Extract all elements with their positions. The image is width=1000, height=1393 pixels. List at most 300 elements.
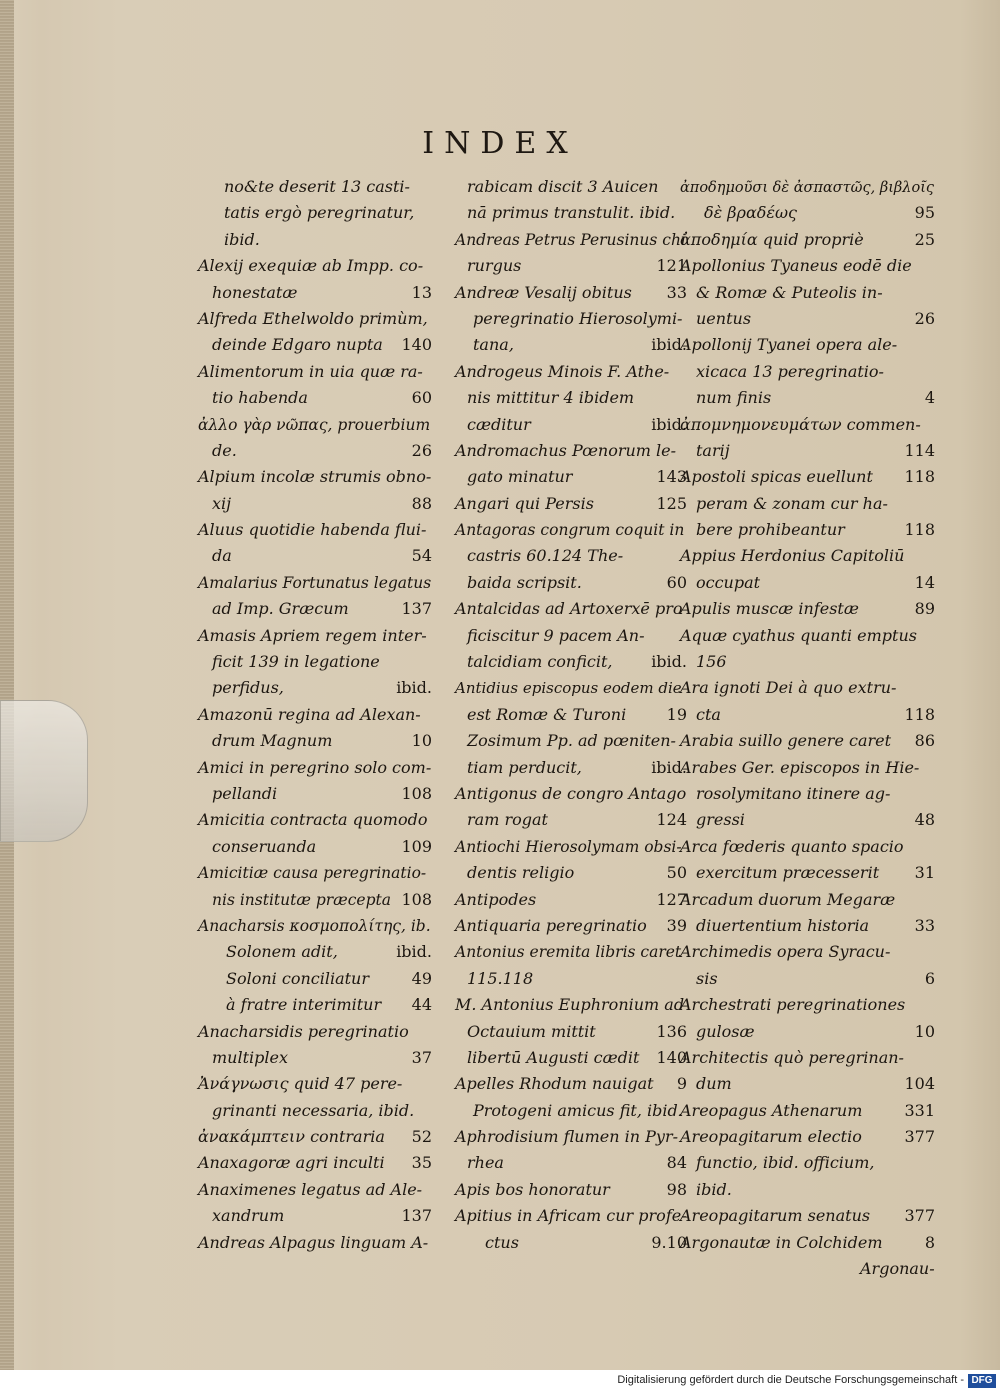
index-line xyxy=(198,543,432,569)
index-entry-text: nis institutæ præcepta xyxy=(212,890,391,909)
index-entry-text: ficiscitur 9 pacem An- xyxy=(467,625,645,645)
index-page-number: 109 xyxy=(401,836,432,856)
index-entry-text: rosolymitano itinere ag- xyxy=(696,783,891,803)
index-line xyxy=(198,174,432,200)
index-line xyxy=(198,227,432,253)
index-entry-text: xicaca 13 peregrinatio- xyxy=(696,361,884,381)
index-page-number: ibid. xyxy=(651,652,687,672)
index-line xyxy=(680,807,935,833)
index-entry-text: Amicitia contracta quomodo xyxy=(198,810,428,830)
page-title: INDEX xyxy=(422,126,578,161)
index-entry-text: Apulis muscæ infestæ xyxy=(680,599,859,619)
index-page-number: 13 xyxy=(411,282,432,302)
index-entry-text: no&te deserit 13 casti- xyxy=(224,177,410,196)
index-entry-text: Argonau- xyxy=(860,1259,935,1279)
index-page-number: 98 xyxy=(666,1179,687,1199)
index-entry-text: xij xyxy=(212,493,232,513)
index-line xyxy=(680,781,935,807)
index-line xyxy=(455,807,687,833)
index-line xyxy=(198,728,432,754)
index-line xyxy=(680,1045,935,1071)
index-line xyxy=(198,491,432,517)
index-page-number: 52 xyxy=(411,1127,432,1147)
index-page-number: 140 xyxy=(656,1047,687,1067)
index-entry-text: bere prohibeantur xyxy=(696,520,845,540)
index-line xyxy=(455,1150,687,1176)
index-page-number: 33 xyxy=(914,915,935,935)
index-line xyxy=(455,1230,687,1256)
index-page-number: 125 xyxy=(656,493,687,513)
index-entry-text: deinde Edgaro nupta xyxy=(212,335,383,355)
index-line xyxy=(198,781,432,807)
index-line xyxy=(455,491,687,517)
index-entry-text: Solonem adit, xyxy=(226,942,338,962)
index-entry-text: ibid. xyxy=(224,229,260,249)
index-line xyxy=(455,280,687,306)
index-line xyxy=(680,306,935,332)
index-entry-text: Alfreda Ethelwoldo primùm, xyxy=(198,308,428,328)
index-line xyxy=(680,385,935,411)
index-entry-text: M. Antonius Euphronium ad xyxy=(455,995,685,1015)
index-entry-text: Apis bos honoratur xyxy=(455,1179,610,1199)
index-page-number: 88 xyxy=(411,493,432,513)
index-line xyxy=(198,807,432,833)
index-entry-text: 115.118 xyxy=(467,968,534,988)
index-entry-text: Antalcidas ad Artoxerxē pro xyxy=(455,599,683,619)
index-entry-text: Amasis Apriem regem inter- xyxy=(198,625,427,645)
page-edge xyxy=(0,0,14,1370)
index-entry-text: ficit 139 in legatione xyxy=(212,652,380,672)
index-column-2 xyxy=(455,174,687,1256)
index-entry-text: Arabia suillo genere caret xyxy=(680,731,892,751)
index-line xyxy=(680,1230,935,1256)
index-entry-text: tana, xyxy=(473,335,514,355)
index-page-number: 54 xyxy=(411,546,432,566)
index-line xyxy=(455,200,687,226)
index-line xyxy=(198,966,432,992)
index-page-number: 136 xyxy=(656,1021,687,1041)
index-line xyxy=(198,1045,432,1071)
index-line xyxy=(455,1098,687,1124)
index-line xyxy=(680,992,935,1018)
index-line xyxy=(198,649,432,675)
index-entry-text: ἀποδημοῦσι δὲ ἀσπαστῶς, βιβλοῖς xyxy=(680,180,935,196)
index-line xyxy=(198,675,432,701)
index-entry-text: 156 xyxy=(696,652,727,672)
index-column-3 xyxy=(680,174,935,1282)
index-line xyxy=(680,517,935,543)
index-entry-text: Aphrodisium flumen in Pyr- xyxy=(455,1127,679,1147)
index-entry-text: Andreæ Vesalij obitus xyxy=(455,282,632,302)
index-page-number: 10 xyxy=(411,731,432,751)
index-entry-text: Appius Herdonius Capitoliū xyxy=(680,546,905,566)
index-line xyxy=(455,939,687,965)
index-line xyxy=(680,253,935,279)
index-line xyxy=(455,1177,687,1203)
index-entry-text: ἀλλο γὰρ νῶπας, prouerbium xyxy=(198,415,431,434)
dfg-logo[interactable]: DFG xyxy=(968,1374,996,1388)
index-entry-text: Amalarius Fortunatus legatus xyxy=(198,573,432,592)
index-entry-text: Andromachus Pœnorum le- xyxy=(455,440,677,460)
index-line xyxy=(198,623,432,649)
index-line xyxy=(680,1177,935,1203)
index-page-number: 33 xyxy=(666,282,687,302)
index-entry-text: & Romæ & Puteolis in- xyxy=(696,282,883,302)
index-line xyxy=(455,755,687,781)
index-entry-text: Antipodes xyxy=(455,889,537,909)
index-entry-text: Ἀνάγνωσις quid 47 pere- xyxy=(198,1074,403,1094)
index-entry-text: functio, ibid. officium, xyxy=(696,1153,875,1173)
index-line xyxy=(455,1124,687,1150)
index-page-number: ibid. xyxy=(651,757,687,777)
index-entry-text: Anacharsidis peregrinatio xyxy=(198,1021,409,1041)
index-entry-text: Octauium mittit xyxy=(467,1021,596,1041)
index-line xyxy=(680,939,935,965)
index-page-number: 143 xyxy=(656,467,687,487)
index-entry-text: Apollonij Tyanei opera ale- xyxy=(680,335,898,355)
index-line xyxy=(680,1071,935,1097)
index-line xyxy=(198,1203,432,1229)
index-page-number: 89 xyxy=(914,599,935,619)
index-page-number: 118 xyxy=(904,467,935,487)
index-line xyxy=(198,464,432,490)
index-line xyxy=(198,306,432,332)
index-entry-text: Antiochi Hierosolymam obsi- xyxy=(455,837,682,856)
index-entry-text: Argonautæ in Colchidem xyxy=(680,1232,883,1252)
index-page-number: 10 xyxy=(914,1021,935,1041)
index-entry-text: Androgeus Minois F. Athe- xyxy=(455,361,670,381)
index-line xyxy=(455,1203,687,1229)
index-line xyxy=(680,412,935,438)
index-line xyxy=(680,966,935,992)
index-entry-text: gressi xyxy=(696,810,745,830)
index-line xyxy=(680,728,935,754)
index-page-number: 60 xyxy=(411,388,432,408)
index-entry-text: nā primus transtulit. ibid. xyxy=(467,203,676,223)
index-entry-text: conseruanda xyxy=(212,836,317,856)
index-entry-text: Ara ignoti Dei à quo extru- xyxy=(680,678,897,698)
index-line xyxy=(680,1150,935,1176)
index-line xyxy=(455,543,687,569)
index-page-number: 118 xyxy=(904,520,935,540)
index-entry-text: Amazonū regina ad Alexan- xyxy=(198,704,421,724)
index-line xyxy=(198,1019,432,1045)
index-entry-text: de. xyxy=(212,440,237,460)
index-line xyxy=(198,1071,432,1097)
index-line xyxy=(198,385,432,411)
index-line xyxy=(198,570,432,596)
index-line xyxy=(680,1098,935,1124)
index-line xyxy=(198,860,432,886)
index-line xyxy=(455,1071,687,1097)
index-entry-text: ctus xyxy=(485,1232,519,1252)
index-page-number: 137 xyxy=(401,1206,432,1226)
index-entry-text: cta xyxy=(696,704,721,724)
index-entry-text: Zosimum Pp. ad pœniten- xyxy=(467,731,676,751)
index-entry-text: Antigonus de congro Antago xyxy=(455,783,687,803)
index-page-number: ibid. xyxy=(651,335,687,355)
index-entry-text: Areopagitarum electio xyxy=(680,1127,862,1147)
index-entry-text: Archimedis opera Syracu- xyxy=(680,942,891,962)
index-line xyxy=(198,1177,432,1203)
index-page-number: 26 xyxy=(914,308,935,328)
index-line xyxy=(455,517,687,543)
index-entry-text: peram & zonam cur ha- xyxy=(696,493,888,513)
index-entry-text: cæditur xyxy=(467,414,531,434)
index-page-number: ibid. xyxy=(396,942,432,962)
index-entry-text: grinanti necessaria, ibid. xyxy=(212,1100,415,1120)
index-line xyxy=(680,755,935,781)
index-line xyxy=(198,939,432,965)
index-line xyxy=(680,464,935,490)
index-entry-text: tarij xyxy=(696,440,730,460)
index-entry-text: tatis ergò peregrinatur, xyxy=(224,203,415,223)
index-line xyxy=(198,887,432,913)
index-line xyxy=(198,332,432,358)
index-entry-text: Apitius in Africam cur profe- xyxy=(455,1206,687,1226)
index-line xyxy=(680,1256,935,1282)
index-entry-text: da xyxy=(212,546,232,566)
index-entry-text: xandrum xyxy=(212,1206,285,1226)
index-page-number: 121 xyxy=(656,256,687,276)
index-line xyxy=(198,438,432,464)
index-line xyxy=(455,781,687,807)
index-page-number: 9 xyxy=(676,1074,687,1094)
index-line xyxy=(455,623,687,649)
index-entry-text: Architectis quò peregrinan- xyxy=(680,1047,904,1067)
index-page-number: 25 xyxy=(914,229,935,249)
index-line xyxy=(680,227,935,253)
index-line xyxy=(455,253,687,279)
index-entry-text: Alpium incolæ strumis obno- xyxy=(198,467,432,487)
index-page-number: ibid. xyxy=(651,414,687,434)
index-line xyxy=(680,649,935,675)
index-entry-text: drum Magnum xyxy=(212,731,333,751)
index-entry-text: dum xyxy=(696,1074,732,1094)
index-entry-text: Apollonius Tyaneus eodē die xyxy=(680,256,912,276)
index-page-number: 118 xyxy=(904,704,935,724)
index-line xyxy=(198,253,432,279)
index-line xyxy=(680,1019,935,1045)
index-entry-text: Angari qui Persis xyxy=(455,493,594,513)
index-entry-text: honestatæ xyxy=(212,282,298,302)
index-page-number: 140 xyxy=(401,335,432,355)
index-line xyxy=(455,913,687,939)
index-line xyxy=(455,332,687,358)
index-entry-text: nis mittitur 4 ibidem xyxy=(467,388,635,408)
footer xyxy=(0,1370,1000,1393)
index-page-number: 104 xyxy=(904,1074,935,1094)
index-entry-text: Antagoras congrum coquit in xyxy=(455,521,685,540)
index-line xyxy=(680,543,935,569)
index-entry-text: Apostoli spicas euellunt xyxy=(680,467,873,487)
index-entry-text: Aquæ cyathus quanti emptus xyxy=(680,625,917,645)
index-page-number: 6 xyxy=(924,968,935,988)
index-entry-text: Areopagus Athenarum xyxy=(680,1100,863,1120)
index-line xyxy=(455,966,687,992)
index-entry-text: Arabes Ger. episcopos in Hie- xyxy=(680,757,920,777)
index-entry-text: exercitum præcesserit xyxy=(696,863,880,883)
index-entry-text: rurgus xyxy=(467,256,522,276)
index-line xyxy=(198,755,432,781)
index-page-number: 19 xyxy=(666,704,687,724)
index-page-number: ibid. xyxy=(396,678,432,698)
index-page-number: 50 xyxy=(666,863,687,883)
index-line xyxy=(680,623,935,649)
index-line xyxy=(455,438,687,464)
index-entry-text: Aluus quotidie habenda flui- xyxy=(198,520,427,540)
footer-credit: Digitalisierung gefördert durch die Deutsche Forschungsgemeinschaft - xyxy=(617,1374,964,1386)
index-page-number: 137 xyxy=(401,599,432,619)
index-line xyxy=(680,675,935,701)
index-line xyxy=(680,596,935,622)
index-entry-text: est Romæ & Turoni xyxy=(467,704,627,724)
index-line xyxy=(455,887,687,913)
index-entry-text: Anacharsis κοσμοπολίτης, ib. xyxy=(198,916,431,935)
index-line xyxy=(455,359,687,385)
index-entry-text: baida scripsit. xyxy=(467,572,582,592)
index-line xyxy=(680,1124,935,1150)
index-page-number: 31 xyxy=(914,863,935,883)
index-line xyxy=(198,412,432,438)
index-line xyxy=(680,174,935,200)
index-line xyxy=(198,1098,432,1124)
index-entry-text: Alexij exequiæ ab Impp. co- xyxy=(198,256,424,276)
index-line xyxy=(455,227,687,253)
index-entry-text: ἀνακάμπτειν contraria xyxy=(198,1127,385,1147)
index-line xyxy=(455,1019,687,1045)
index-column-1 xyxy=(198,174,432,1256)
index-entry-text: Arcadum duorum Megaræ xyxy=(680,889,896,909)
index-entry-text: sis xyxy=(696,968,718,988)
index-page-number: 48 xyxy=(914,810,935,830)
index-entry-text: tiam perducit, xyxy=(467,757,582,777)
index-entry-text: Alimentorum in uia quæ ra- xyxy=(198,361,423,381)
index-line xyxy=(455,570,687,596)
index-entry-text: Anaxagoræ agri inculti xyxy=(198,1153,385,1173)
index-entry-text: ram rogat xyxy=(467,810,548,830)
index-page-number: 8 xyxy=(924,1232,935,1252)
index-page-number: 95 xyxy=(914,203,935,223)
index-line xyxy=(198,913,432,939)
index-line xyxy=(198,596,432,622)
index-entry-text: gulosæ xyxy=(696,1021,755,1041)
index-entry-text: pellandi xyxy=(212,783,278,803)
index-entry-text: dentis religio xyxy=(467,863,575,883)
index-page-number: 331 xyxy=(904,1100,935,1120)
index-page-number: 14 xyxy=(914,572,935,592)
index-line xyxy=(680,913,935,939)
index-page-number: 377 xyxy=(904,1127,935,1147)
index-line xyxy=(198,1124,432,1150)
index-line xyxy=(455,860,687,886)
index-page-number: 49 xyxy=(411,968,432,988)
index-line xyxy=(198,834,432,860)
index-entry-text: Anaximenes legatus ad Ale- xyxy=(198,1179,423,1199)
index-line xyxy=(680,200,935,226)
index-line xyxy=(198,359,432,385)
index-entry-text: Archestrati peregrinationes xyxy=(680,995,906,1015)
index-line xyxy=(455,702,687,728)
index-entry-text: ἀπομνημονευμάτων commen- xyxy=(680,414,921,434)
index-entry-text: Apelles Rhodum nauigat xyxy=(455,1074,654,1094)
index-entry-text: castris 60.124 The- xyxy=(467,546,624,566)
index-entry-text: talcidiam conficit, xyxy=(467,652,613,672)
index-line xyxy=(455,992,687,1018)
index-entry-text: Antonius eremita libris caret xyxy=(455,943,682,962)
index-page-number: 26 xyxy=(411,440,432,460)
index-entry-text: Arca fœderis quanto spacio xyxy=(680,836,904,856)
index-line xyxy=(198,280,432,306)
index-entry-text: δὲ βραδέως xyxy=(704,203,797,223)
index-line xyxy=(680,702,935,728)
index-page-number: 84 xyxy=(666,1153,687,1173)
index-line xyxy=(455,834,687,860)
index-entry-text: uentus xyxy=(696,308,752,328)
index-line xyxy=(455,412,687,438)
index-entry-text: à fratre interimitur xyxy=(226,995,382,1015)
index-page-number: 108 xyxy=(401,889,432,909)
index-line xyxy=(680,332,935,358)
index-page-number: 127 xyxy=(656,889,687,909)
index-entry-text: Amici in peregrino solo com- xyxy=(198,757,432,777)
index-page-number: 114 xyxy=(904,440,935,460)
index-entry-text: ἀποδημία quid propriè xyxy=(680,229,864,249)
index-page-number: 35 xyxy=(411,1153,432,1173)
index-page-number: 108 xyxy=(401,783,432,803)
index-entry-text: rabicam discit 3 Auicen xyxy=(467,177,659,196)
index-page-number: 37 xyxy=(411,1047,432,1067)
index-page-number: 60 xyxy=(666,572,687,592)
index-entry-text: Soloni conciliatur xyxy=(226,968,369,988)
index-entry-text: ibid. xyxy=(696,1179,732,1199)
index-entry-text: occupat xyxy=(696,572,761,592)
index-line xyxy=(198,517,432,543)
index-entry-text: num finis xyxy=(696,388,772,408)
index-entry-text: Andreas Alpagus linguam A- xyxy=(198,1232,429,1252)
index-entry-text: perfidus, xyxy=(212,678,284,698)
index-entry-text: multiplex xyxy=(212,1047,288,1067)
index-line xyxy=(680,570,935,596)
index-page-number: 86 xyxy=(914,731,935,751)
index-line xyxy=(198,1230,432,1256)
index-line xyxy=(198,1150,432,1176)
index-page-number: 39 xyxy=(666,915,687,935)
index-entry-text: Antidius episcopus eodem die xyxy=(455,679,682,698)
index-line xyxy=(455,596,687,622)
index-line xyxy=(680,359,935,385)
index-line xyxy=(680,887,935,913)
index-entry-text: rhea xyxy=(467,1153,504,1173)
index-line xyxy=(455,464,687,490)
index-line xyxy=(455,306,687,332)
index-entry-text: diuertentium historia xyxy=(696,915,870,935)
index-line xyxy=(455,675,687,701)
index-line xyxy=(455,174,687,200)
index-entry-text: gato minatur xyxy=(467,467,573,487)
index-page-number: 9.10 xyxy=(651,1232,687,1252)
index-page-number: 44 xyxy=(411,995,432,1015)
index-line xyxy=(680,280,935,306)
index-line xyxy=(680,834,935,860)
index-line xyxy=(680,860,935,886)
index-line xyxy=(455,385,687,411)
index-entry-text: Andreas Petrus Perusinus chi xyxy=(455,230,686,249)
index-entry-text: ad Imp. Græcum xyxy=(212,599,349,619)
index-page-number: 377 xyxy=(904,1206,935,1226)
index-line xyxy=(680,491,935,517)
index-entry-text: tio habenda xyxy=(212,388,308,408)
